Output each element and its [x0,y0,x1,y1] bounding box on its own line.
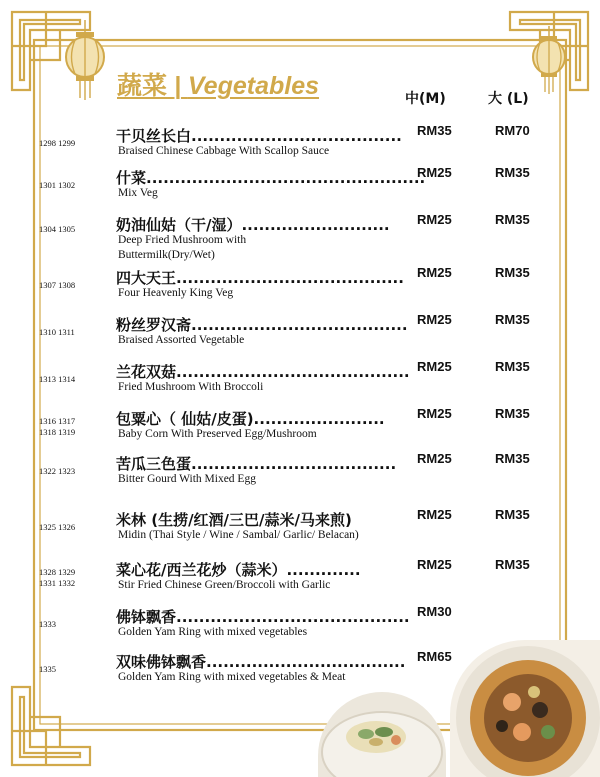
item-codes [39,280,75,291]
item-codes [39,416,75,438]
item-name-english: Buttermilk(Dry/Wet) [118,249,215,261]
item-name-english: Four Heavenly King Veg [118,287,234,299]
item-name-chinese: 奶油仙姑（干/湿）.......................... [116,216,390,234]
title-chinese: 蔬菜 [117,72,168,100]
item-code: 1328 1329 [39,567,76,577]
item-name-english: Stir Fried Chinese Green/Broccoli with Garlic [118,579,331,591]
item-codes [39,224,75,235]
item-code: 1304 1305 [39,224,76,234]
price-medium: RM25 [417,359,452,374]
item-codes [39,138,75,149]
price-large: RM35 [495,265,530,280]
item-name-english: Braised Chinese Cabbage With Scallop Sauce [118,145,330,157]
item-name-english: Deep Fried Mushroom with [118,234,247,246]
item-name-chinese: 米林 (生捞/红酒/三巴/蒜米/马来煎) [116,511,352,529]
item-codes [39,664,56,675]
item-codes [39,522,75,533]
item-codes [39,567,75,589]
item-name-chinese: 兰花双菇......................................... [116,363,410,381]
price-large: RM35 [495,406,530,421]
item-codes [39,180,75,191]
price-large: RM70 [495,123,530,138]
price-medium: RM25 [417,406,452,421]
lantern-right-icon [530,26,568,94]
item-name-chinese: 粉丝罗汉斋...................................... [116,316,408,334]
title-english: Vegetables [187,72,320,100]
price-large: RM35 [495,557,530,572]
price-medium: RM25 [417,212,452,227]
price-large: RM35 [495,507,530,522]
price-large: RM35 [495,165,530,180]
item-name-chinese: 苦瓜三色蛋.................................... [116,455,397,473]
price-large: RM35 [495,312,530,327]
price-medium: RM25 [417,165,452,180]
price-large: RM35 [495,359,530,374]
item-code: 1298 1299 [39,138,76,148]
lantern-left-icon [62,20,108,100]
item-name-english: Mix Veg [118,187,158,199]
item-name-chinese: 四大天王........................................ [116,269,404,287]
price-medium: RM30 [417,604,452,619]
item-codes [39,374,75,385]
item-code: 1333 [39,619,56,629]
item-code: 1310 1311 [39,327,75,337]
price-large: RM35 [495,212,530,227]
item-name-chinese: 双味佛钵飘香................................... [116,653,406,671]
item-code: 1322 1323 [39,466,76,476]
item-code: 1313 1314 [39,374,76,384]
price-medium: RM65 [417,649,452,664]
item-code: 1318 1319 [39,427,76,437]
item-name-english: Bitter Gourd With Mixed Egg [118,473,256,485]
price-large: RM35 [495,451,530,466]
column-header-large: 大 (L) [488,91,529,107]
item-code: 1335 [39,664,56,674]
item-name-chinese: 佛钵飘香......................................... [116,608,410,626]
yam-ring-dish-photo [450,640,600,777]
item-name-english: Fried Mushroom With Broccoli [118,381,264,393]
item-codes [39,466,75,477]
price-medium: RM25 [417,265,452,280]
column-header-medium: 中(M) [405,91,446,107]
item-code: 1331 1332 [39,578,76,588]
price-medium: RM25 [417,507,452,522]
item-name-chinese: 包粟心（ 仙姑/皮蛋)....................... [116,410,385,428]
item-name-english: Midin (Thai Style / Wine / Sambal/ Garlic/ Belacan) [118,529,359,541]
item-code: 1307 1308 [39,280,76,290]
item-name-chinese: 干贝丝长白..................................... [116,127,402,145]
item-code: 1301 1302 [39,180,76,190]
price-medium: RM25 [417,451,452,466]
price-medium: RM25 [417,312,452,327]
title-separator: | [173,72,181,100]
item-name-english: Golden Yam Ring with mixed vegetables [118,626,308,638]
item-name-english: Baby Corn With Preserved Egg/Mushroom [118,428,317,440]
price-medium: RM35 [417,123,452,138]
item-name-english: Braised Assorted Vegetable [118,334,245,346]
item-codes [39,619,56,630]
item-code: 1325 1326 [39,522,76,532]
page-title [117,66,319,102]
price-medium: RM25 [417,557,452,572]
item-codes [39,327,75,338]
item-code: 1316 1317 [39,416,76,426]
item-name-chinese: 菜心花/西兰花炒（蒜米）............. [116,561,361,579]
item-name-english: Golden Yam Ring with mixed vegetables & Meat [118,671,346,683]
item-name-chinese: 什菜................................................. [116,169,426,187]
